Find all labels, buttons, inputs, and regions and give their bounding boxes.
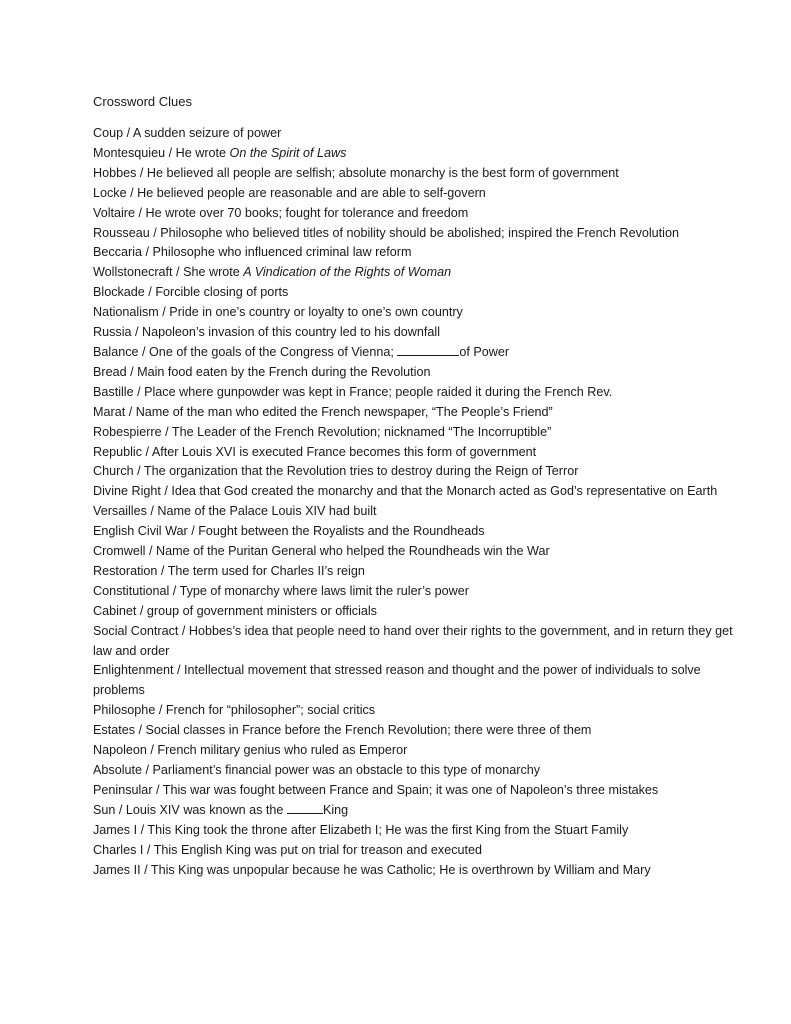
clue-text: Main food eaten by the French during the Revolution [137, 364, 431, 379]
clue-text: Place where gunpowder was kept in France; people raided it during the French Rev. [144, 384, 613, 399]
clue-separator: / [142, 444, 152, 459]
clue-separator: / [136, 603, 147, 618]
clue-line [93, 124, 733, 144]
clue-separator: / [155, 703, 166, 718]
clue-answer: Balance [93, 344, 139, 359]
clue-line [93, 482, 733, 502]
clue-line [93, 661, 733, 701]
clue-answer: Charles I [93, 842, 144, 857]
clue-text: Forcible closing of ports [155, 285, 289, 300]
clue-answer: Russia [93, 325, 132, 340]
clue-separator: / [165, 145, 176, 160]
clue-line [93, 184, 733, 204]
clue-text: Name of the Puritan General who helped the Roundheads win the War [155, 544, 550, 559]
clue-answer: Hobbes [93, 165, 137, 180]
clue-text: French military genius who ruled as Emperor [157, 743, 408, 758]
clue-text: He believed all people are selfish; absolute monarchy is the best form of government [146, 165, 619, 180]
clue-separator: / [133, 384, 145, 399]
clue-separator: / [146, 504, 158, 519]
clue-line [93, 204, 733, 224]
clue-text: Louis XIV was known as the [125, 802, 287, 817]
clue-separator: / [137, 822, 148, 837]
clue-line [93, 443, 733, 463]
clue-answer: Cabinet [93, 603, 137, 618]
clue-line [93, 502, 733, 522]
clue-answer: Wollstonecraft [93, 265, 173, 280]
clue-text: She wrote [183, 265, 244, 280]
clue-line [93, 761, 733, 781]
clue-line [93, 243, 733, 263]
clue-text: Philosophe who believed titles of nobility should be abolished; inspired the French Revolution [160, 225, 679, 240]
clue-line [93, 522, 733, 542]
fill-in-blank [397, 343, 459, 356]
clue-line [93, 323, 733, 343]
clue-answer: Locke [93, 185, 127, 200]
clue-answer: Restoration [93, 563, 158, 578]
clue-line [93, 224, 733, 244]
fill-in-blank [287, 801, 323, 814]
clue-answer: Cromwell [93, 544, 146, 559]
clue-text: After Louis XVI is executed France becomes this form of government [151, 444, 537, 459]
clue-text: Hobbes’s idea that people need to hand over their rights to the government, and in return they get law and order [93, 623, 733, 658]
clue-text: Pride in one’s country or loyalty to one’s own country [169, 305, 463, 320]
clue-text: This war was fought between France and Spain; it was one of Napoleon’s three mistakes [162, 782, 659, 797]
clue-separator: / [135, 723, 146, 738]
clue-answer: Montesquieu [93, 145, 166, 160]
clue-line [93, 383, 733, 403]
clue-separator: / [172, 265, 184, 280]
clue-line [93, 701, 733, 721]
clue-line [93, 622, 733, 662]
clue-list [93, 124, 733, 880]
clue-line [93, 462, 733, 482]
clue-answer: Bastille [93, 384, 134, 399]
clue-line [93, 741, 733, 761]
clue-text: Napoleon’s invasion of this country led to his downfall [142, 325, 440, 340]
clue-text: The Leader of the French Revolution; nicknamed “The Incorruptible” [171, 424, 552, 439]
clue-answer: Bread [93, 364, 127, 379]
clue-separator: / [125, 404, 136, 419]
clue-answer: Enlightenment [93, 663, 174, 678]
clue-separator: / [144, 285, 156, 300]
clue-text: This English King was put on trial for treason and executed [153, 842, 483, 857]
clue-line [93, 144, 733, 164]
clue-line [93, 821, 733, 841]
clue-separator: / [131, 325, 142, 340]
clue-answer: Robespierre [93, 424, 162, 439]
clue-separator: / [133, 464, 144, 479]
clue-answer: Peninsular [93, 782, 153, 797]
clue-answer: Voltaire [93, 205, 136, 220]
clue-text: Intellectual movement that stressed reason and thought and the power of individuals to solve problems [93, 663, 701, 698]
clue-line [93, 602, 733, 622]
clue-separator: / [146, 743, 158, 758]
clue-separator: / [140, 862, 151, 877]
clue-answer: Versailles [93, 504, 147, 519]
clue-italic-title: A Vindication of the Rights of Woman [243, 265, 452, 280]
clue-text: Name of the Palace Louis XIV had built [157, 504, 377, 519]
clue-answer: Nationalism [93, 305, 159, 320]
clue-separator: / [142, 245, 153, 260]
clue-text: He believed people are reasonable and are able to self-govern [137, 185, 486, 200]
clue-answer: English Civil War [93, 524, 188, 539]
clue-answer: Coup [93, 126, 124, 140]
clue-text: This King took the throne after Elizabeth I; He was the first King from the Stuart Family [147, 822, 629, 837]
clue-text: The organization that the Revolution tries to destroy during the Reign of Terror [143, 464, 579, 479]
clue-separator: / [145, 544, 156, 559]
clue-line [93, 841, 733, 861]
clue-separator: / [149, 225, 161, 240]
clue-answer: James II [93, 862, 141, 877]
clue-text-after-blank: of Power [459, 344, 510, 359]
clue-text: Name of the man who edited the French newspaper, “The People’s Friend” [135, 404, 553, 419]
clue-answer: Constitutional [93, 583, 170, 598]
clue-line [93, 343, 733, 363]
clue-line [93, 363, 733, 383]
clue-text: He wrote [175, 145, 230, 160]
clue-line [93, 283, 733, 303]
clue-line [93, 801, 733, 821]
clue-text: Fought between the Royalists and the Roundheads [198, 524, 485, 539]
clue-answer: Sun [93, 802, 116, 817]
clue-separator: / [136, 165, 147, 180]
clue-separator: / [142, 763, 153, 777]
clue-separator: / [138, 344, 150, 359]
clue-line [93, 781, 733, 801]
clue-separator: / [143, 842, 154, 857]
clue-line [93, 263, 733, 283]
clue-line [93, 303, 733, 323]
clue-answer: Beccaria [93, 245, 142, 260]
clue-line [93, 562, 733, 582]
clue-line [93, 403, 733, 423]
clue-separator: / [157, 563, 168, 578]
clue-answer: Napoleon [93, 743, 147, 758]
clue-line [93, 542, 733, 562]
clue-text: He wrote over 70 books; fought for tolerance and freedom [145, 205, 469, 220]
clue-separator: / [135, 205, 146, 220]
clue-text: group of government ministers or officials [146, 603, 377, 618]
clue-text-after-blank: King [322, 802, 349, 817]
clue-answer: Divine Right [93, 484, 161, 499]
clue-answer: James I [93, 822, 138, 837]
clue-line [93, 582, 733, 602]
clue-text: A sudden seizure of power [132, 126, 282, 140]
clue-separator: / [187, 524, 199, 539]
clue-line [93, 861, 733, 881]
clue-separator: / [169, 583, 180, 598]
clue-text: Idea that God created the monarchy and that the Monarch acted as God’s representative on Earth [171, 484, 718, 499]
clue-italic-title: On the Spirit of Laws [229, 145, 347, 160]
clue-separator: / [152, 782, 163, 797]
clue-answer: Absolute [93, 763, 143, 777]
clue-line [93, 423, 733, 443]
clue-answer: Marat [93, 404, 126, 419]
clue-separator: / [126, 364, 138, 379]
document-title: Crossword Clues [93, 94, 192, 109]
clue-answer: Blockade [93, 285, 145, 300]
clue-text: The term used for Charles II’s reign [167, 563, 365, 578]
clue-separator: / [161, 424, 172, 439]
clue-answer: Church [93, 464, 134, 479]
clue-separator: / [160, 484, 172, 499]
clue-answer: Republic [93, 444, 143, 459]
clue-answer: Rousseau [93, 225, 150, 240]
clue-separator: / [115, 802, 126, 817]
clue-text: This King was unpopular because he was Catholic; He is overthrown by William and Mary [150, 862, 651, 877]
clue-text: Social classes in France before the French Revolution; there were three of them [145, 723, 592, 738]
clue-separator: / [158, 305, 170, 320]
clue-answer: Social Contract [93, 623, 179, 638]
clue-separator: / [178, 623, 189, 638]
clue-line [93, 721, 733, 741]
clue-separator: / [126, 185, 138, 200]
clue-separator: / [173, 663, 185, 678]
clue-text: One of the goals of the Congress of Vienna; [149, 344, 398, 359]
clue-text: Type of monarchy where laws limit the ruler’s power [179, 583, 469, 598]
clue-text: Philosophe who influenced criminal law reform [152, 245, 412, 260]
clue-answer: Estates [93, 723, 135, 738]
clue-text: French for “philosopher”; social critics [165, 703, 376, 718]
clue-text: Parliament’s financial power was an obstacle to this type of monarchy [152, 763, 541, 777]
clue-line [93, 164, 733, 184]
clue-answer: Philosophe [93, 703, 156, 718]
document-page [93, 92, 733, 880]
clue-separator: / [123, 126, 133, 140]
